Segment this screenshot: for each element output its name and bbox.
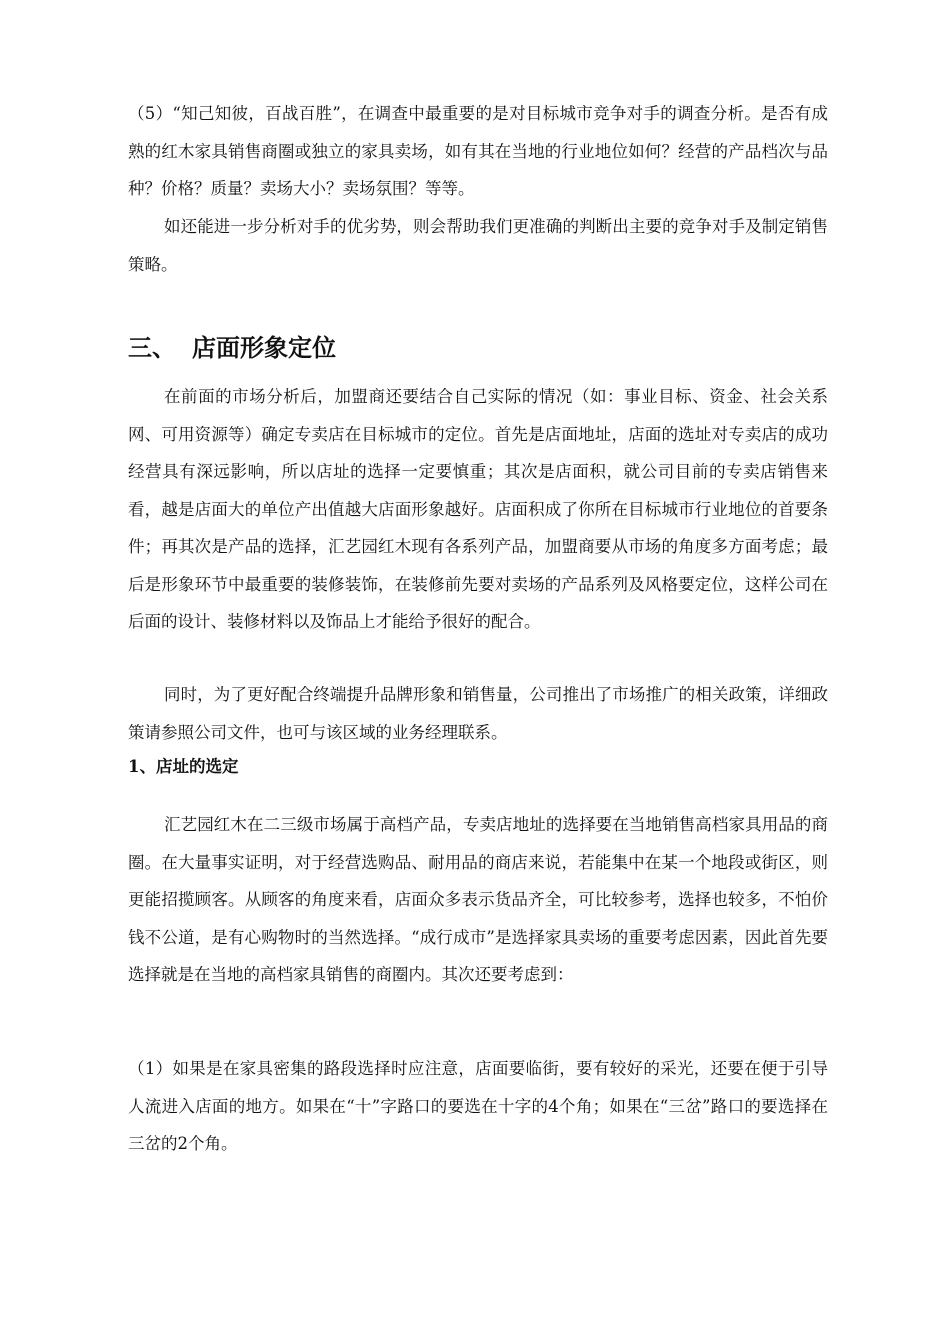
paragraph-store-positioning: 在前面的市场分析后，加盟商还要结合自己实际的情况（如：事业目标、资金、社会关系网、可用资源等）确定专卖店在目标城市的定位。首先是店面地址，店面的选址对专卖店的成功经营具有深远影响，所以店址的选择一定要慎重；其次是店面积，就公司目前的专卖店销售来看，越是店面大的单位产出值越大店面形象越好。店面积成了你所在目标城市行业地位的首要条件；再其次是产品的选择，汇艺园红木现有各系列产品，加盟商要从市场的角度多方面考虑；最后是形象环节中最重要的装修装饰，在装修前先要对卖场的产品系列及风格要定位，这样公司在后面的设计、装修材料以及饰品上才能给予很好的配合。 bbox=[128, 387, 828, 631]
paragraph-location-selection: 汇艺园红木在二三级市场属于高档产品，专卖店地址的选择要在当地销售高档家具用品的商圈。在大量事实证明，对于经营选购品、耐用品的商店来说，若能集中在某一个地段或街区，则更能招揽顾客。从顾客的角度来看，店面众多表示货品齐全，可比较参考，选择也较多，不怕价钱不公道，是有心购物时的当然选择。“成行成市”是选择家具卖场的重要考虑因素，因此首先要选择就是在当地的高档家具销售的商圈内。其次还要考虑到： bbox=[128, 815, 828, 984]
paragraph-promotion-policy: 同时，为了更好配合终端提升品牌形象和销售量，公司推出了市场推广的相关政策，详细政策请参照公司文件，也可与该区域的业务经理联系。 bbox=[128, 685, 828, 742]
section-title: 店面形象定位 bbox=[192, 334, 336, 362]
subsection-heading: 1、店址的选定 bbox=[128, 757, 239, 776]
paragraph-competitor-analysis: （5）“知己知彼，百战百胜”，在调查中最重要的是对目标城市竞争对手的调查分析。是否有成熟的红木家具销售商圈或独立的家具卖场，如有其在当地的行业地位如何？经营的产品档次与品种？价格？质量？卖场大小？卖场氛围？等等。 bbox=[128, 104, 828, 198]
section-heading bbox=[128, 328, 336, 368]
paragraph-strategy: 如还能进一步分析对手的优劣势，则会帮助我们更准确的判断出主要的竞争对手及制定销售策略。 bbox=[128, 217, 828, 274]
paragraph-road-location: （1）如果是在家具密集的路段选择时应注意，店面要临街，要有较好的采光，还要在便于引导人流进入店面的地方。如果在“十”字路口的要选在十字的4个角；如果在“三岔”路口的要选择在三岔的2个角。 bbox=[128, 1059, 828, 1153]
section-number: 三、 bbox=[128, 334, 176, 362]
